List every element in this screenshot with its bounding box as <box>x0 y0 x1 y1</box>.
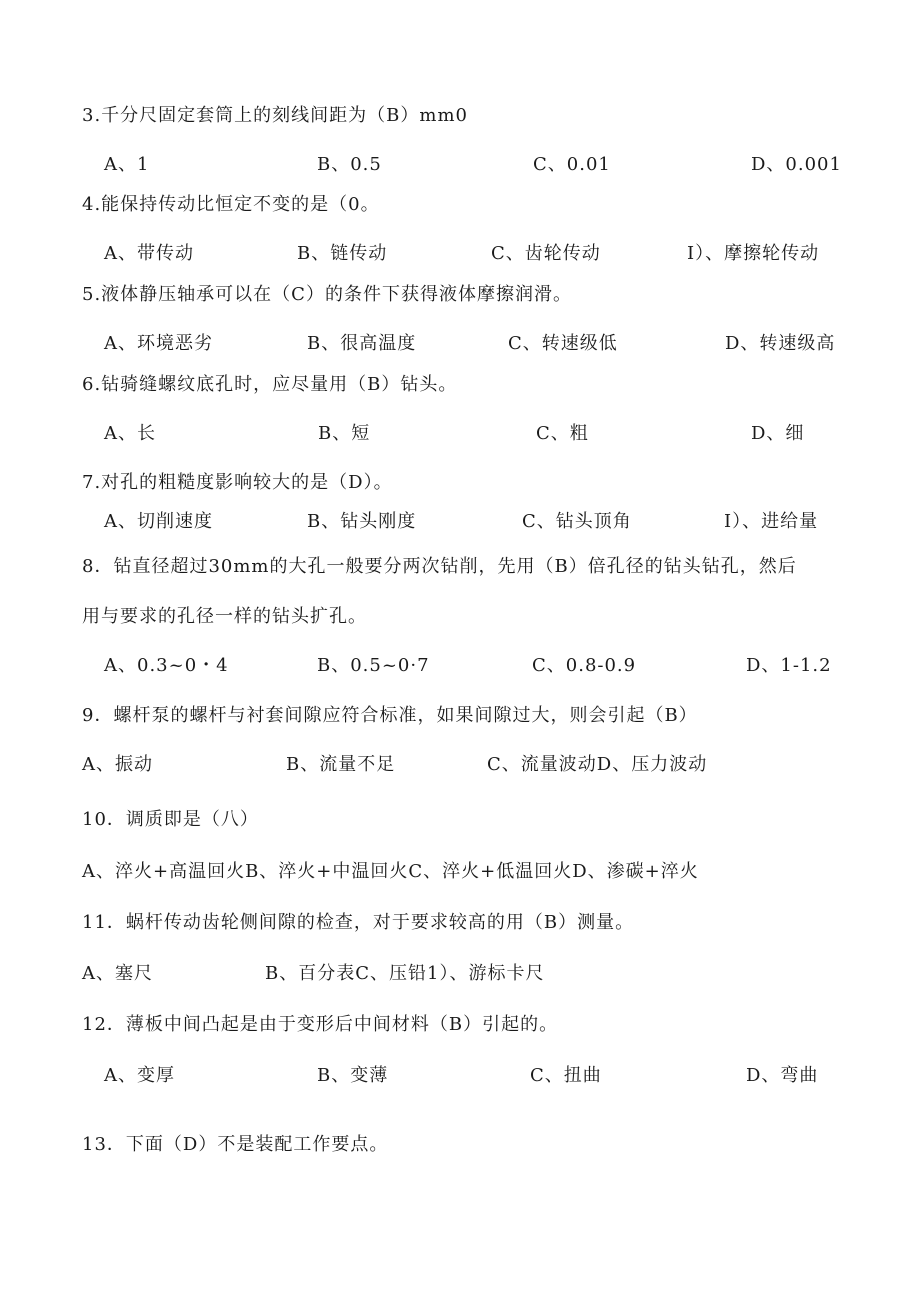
question-4-option-d: I）、摩擦轮传动 <box>687 243 820 264</box>
question-3-option-a: A、1 <box>104 154 150 175</box>
question-11-option-a: A、塞尺 <box>82 963 153 984</box>
question-5-option-b: B、很高温度 <box>307 333 417 354</box>
question-11-stem: 11．蜗杆传动齿轮侧间隙的检查，对于要求较高的用（B）测量。 <box>82 912 635 933</box>
question-12-option-c: C、扭曲 <box>530 1065 602 1086</box>
question-10-stem: 10．调质即是（八） <box>82 809 259 830</box>
question-11-option-b-c-d: B、百分表C、压铅1）、游标卡尺 <box>265 963 545 984</box>
question-8-stem-line-2: 用与要求的孔径一样的钻头扩孔。 <box>82 606 367 627</box>
question-9-option-b: B、流量不足 <box>286 754 396 775</box>
question-8-option-a: A、0.3~0・4 <box>104 655 229 676</box>
question-7-option-c: C、钻头顶角 <box>522 511 632 532</box>
question-7-option-b: B、钻头刚度 <box>307 511 417 532</box>
question-6-option-b: B、短 <box>318 423 371 444</box>
question-4-stem: 4.能保持传动比恒定不变的是（0。 <box>82 194 380 215</box>
question-8-stem-line-1: 8．钻直径超过30mm的大孔一般要分两次钻削，先用（B）倍孔径的钻头钻孔，然后 <box>82 556 797 577</box>
question-4-option-b: B、链传动 <box>297 243 388 264</box>
question-8-option-d: D、1-1.2 <box>746 655 832 676</box>
question-3-stem: 3.千分尺固定套筒上的刻线间距为（B）mm0 <box>82 105 468 126</box>
question-6-stem: 6.钻骑缝螺纹底孔时，应尽量用（B）钻头。 <box>82 374 458 395</box>
question-4-option-c: C、齿轮传动 <box>491 243 601 264</box>
question-9-option-a: A、振动 <box>82 754 153 775</box>
question-8-option-b: B、0.5~0·7 <box>317 655 430 676</box>
question-8-option-c: C、0.8-0.9 <box>532 655 637 676</box>
question-5-stem: 5.液体静压轴承可以在（C）的条件下获得液体摩擦润滑。 <box>82 284 572 305</box>
question-9-stem: 9．螺杆泵的螺杆与衬套间隙应符合标准，如果间隙过大，则会引起（B） <box>82 705 698 726</box>
question-5-option-a: A、环境恶劣 <box>104 333 213 354</box>
question-7-stem: 7.对孔的粗糙度影响较大的是（D）。 <box>82 472 393 493</box>
question-9-option-c-d: C、流量波动D、压力波动 <box>487 754 708 775</box>
question-3-option-d: D、0.001 <box>751 154 842 175</box>
question-7-option-a: A、切削速度 <box>104 511 213 532</box>
question-3-option-b: B、0.5 <box>317 154 382 175</box>
question-10-options: A、淬火+高温回火B、淬火+中温回火C、淬火+低温回火D、渗碳+淬火 <box>82 861 699 882</box>
question-12-option-b: B、变薄 <box>317 1065 389 1086</box>
question-12-stem: 12．薄板中间凸起是由于变形后中间材料（B）引起的。 <box>82 1014 559 1035</box>
question-6-option-c: C、粗 <box>536 423 589 444</box>
question-3-option-c: C、0.01 <box>533 154 611 175</box>
question-5-option-d: D、转速级高 <box>725 333 836 354</box>
question-4-option-a: A、带传动 <box>104 243 194 264</box>
question-12-option-a: A、变厚 <box>104 1065 175 1086</box>
question-7-option-d: I）、进给量 <box>724 511 819 532</box>
question-5-option-c: C、转速级低 <box>508 333 618 354</box>
question-13-stem: 13．下面（D）不是装配工作要点。 <box>82 1134 389 1155</box>
question-6-option-a: A、长 <box>104 423 156 444</box>
question-6-option-d: D、细 <box>751 423 805 444</box>
question-12-option-d: D、弯曲 <box>746 1065 819 1086</box>
